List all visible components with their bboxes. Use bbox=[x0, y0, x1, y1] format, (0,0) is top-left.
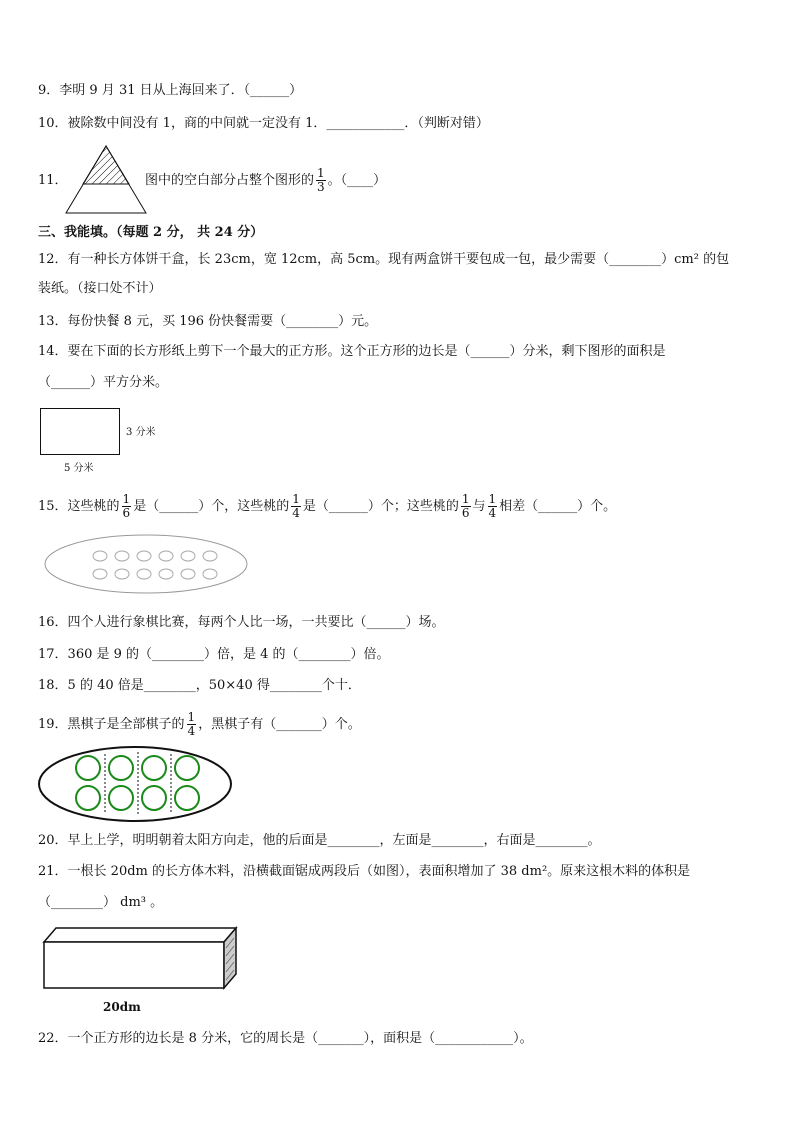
wood-length-label: 20dm bbox=[103, 1000, 141, 1014]
question-15-part2: 是（______）个，这些桃的 bbox=[133, 499, 290, 514]
question-11-number: 11． bbox=[38, 173, 68, 188]
question-12-line1: 12．有一种长方体饼干盒，长 23cm，宽 12cm，高 5cm。现有两盒饼干要包成一包，最少需要（________）cm² 的包 bbox=[38, 252, 730, 267]
fraction-numerator: 1 bbox=[187, 710, 196, 724]
fraction-denominator: 4 bbox=[488, 506, 497, 520]
triangle-figure bbox=[66, 146, 146, 214]
question-11-text bbox=[145, 167, 386, 194]
fraction-one-quarter bbox=[187, 711, 197, 738]
chess-pieces-figure bbox=[38, 746, 234, 824]
question-15-part1: 15．这些桃的 bbox=[38, 499, 120, 514]
peaches-figure bbox=[44, 534, 249, 594]
question-9: 9．李明 9 月 31 日从上海回来了．（______） bbox=[38, 83, 303, 98]
question-17: 17．360 是 9 的（________）倍，是 4 的（________）倍。 bbox=[38, 647, 390, 662]
fraction-numerator: 1 bbox=[461, 492, 470, 506]
question-14-line1: 14．要在下面的长方形纸上剪下一个最大的正方形。这个正方形的边长是（______）分米，剩下图形的面积是 bbox=[38, 344, 666, 359]
question-11-prompt: 图中的空白部分占整个图形的 bbox=[145, 173, 315, 188]
question-15-part5: 相差（______）个。 bbox=[499, 499, 617, 514]
shaded-region bbox=[83, 146, 129, 184]
question-12-line2: 装纸。（接口处不计） bbox=[38, 281, 162, 296]
fraction-one-quarter bbox=[488, 493, 498, 520]
fraction-one-sixth bbox=[461, 493, 471, 520]
wood-block-figure bbox=[40, 926, 240, 992]
fraction-one-quarter bbox=[291, 493, 301, 520]
fraction-denominator: 6 bbox=[461, 506, 470, 520]
question-19 bbox=[38, 711, 361, 738]
fraction-numerator: 1 bbox=[488, 492, 497, 506]
question-22: 22．一个正方形的边长是 8 分米，它的周长是（_______），面积是（____________）。 bbox=[38, 1031, 533, 1046]
question-21-line1: 21．一根长 20dm 的长方体木料，沿横截面锯成两段后（如图），表面积增加了 38 dm²。原来这根木料的体积是 bbox=[38, 864, 691, 879]
answer-blank: 。（____） bbox=[327, 173, 387, 188]
question-20: 20．早上上学，明明朝着太阳方向走，他的后面是________，左面是________，右面是________。 bbox=[38, 833, 601, 848]
rectangle-figure bbox=[40, 408, 122, 456]
fraction-numerator: 1 bbox=[122, 492, 131, 506]
section-title: 三、我能填。（每题 2 分， 共 24 分） bbox=[38, 225, 264, 240]
rectangle-height-label: 3 分米 bbox=[126, 427, 156, 438]
question-10: 10．被除数中间没有 1，商的中间就一定没有 1．____________．（判断对错） bbox=[38, 116, 489, 131]
fraction-denominator: 6 bbox=[122, 506, 131, 520]
question-13: 13．每份快餐 8 元，买 196 份快餐需要（________）元。 bbox=[38, 314, 378, 329]
question-19-part1: 19．黑棋子是全部棋子的 bbox=[38, 717, 185, 732]
fraction-denominator: 3 bbox=[317, 180, 325, 194]
question-15-part3: 是（______）个；这些桃的 bbox=[302, 499, 459, 514]
question-15 bbox=[38, 493, 616, 520]
fraction-numerator: 1 bbox=[292, 492, 300, 506]
question-18: 18．5 的 40 倍是________，50×40 得________个十． bbox=[38, 678, 361, 693]
question-14-line2: （______）平方分米。 bbox=[38, 375, 169, 390]
question-21-line2: （________） dm³ 。 bbox=[38, 895, 164, 910]
fraction-denominator: 4 bbox=[187, 724, 196, 738]
fraction-denominator: 4 bbox=[292, 506, 300, 520]
question-19-part2: ，黑棋子有（_______）个。 bbox=[198, 717, 361, 732]
question-16: 16．四个人进行象棋比赛，每两个人比一场，一共要比（______）场。 bbox=[38, 615, 445, 630]
fraction-numerator: 1 bbox=[317, 166, 325, 180]
fraction-one-sixth bbox=[122, 493, 132, 520]
question-15-part4: 与 bbox=[472, 499, 486, 514]
fraction-one-third bbox=[316, 167, 326, 194]
rectangle-width-label: 5 分米 bbox=[64, 463, 94, 474]
